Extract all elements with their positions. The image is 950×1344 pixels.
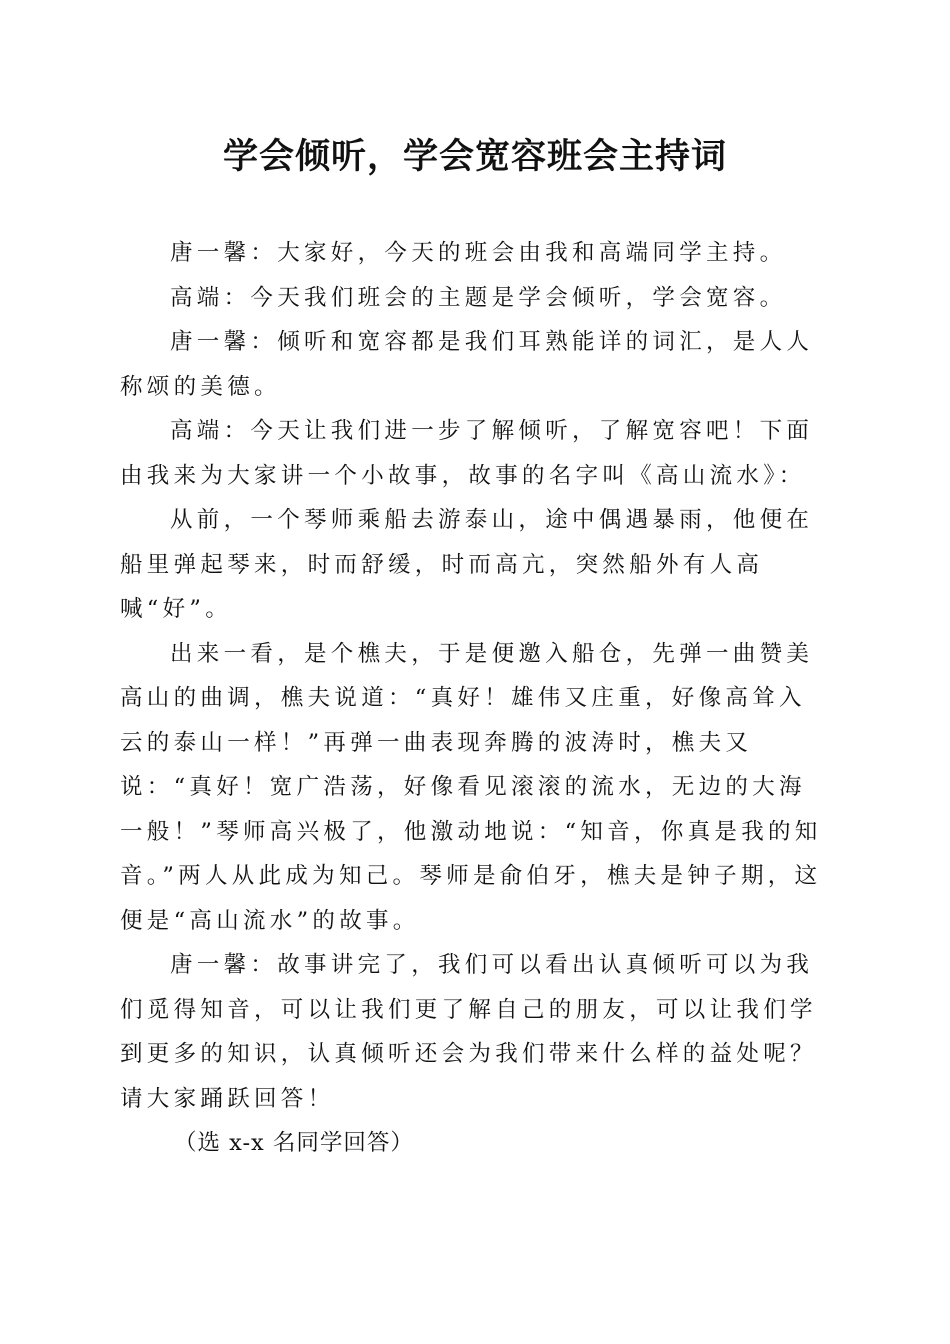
paragraph: 高端：今天我们班会的主题是学会倾听，学会宽容。 <box>170 284 787 311</box>
paragraph: 唐一馨：故事讲完了，我们可以看出认真倾听可以为我们觅得知音，可以让我们更了解自己的朋友，可以让我们学到更多的知识，认真倾听还会为我们带来什么样的益处呢？请大家踊跃回答！ <box>120 952 817 1112</box>
document-title: 学会倾听，学会宽容班会主持词 <box>222 137 727 177</box>
document-body <box>120 231 828 1166</box>
paragraph: 从前，一个琴师乘船去游泰山，途中偶遇暴雨，他便在船里弹起琴来，时而舒缓，时而高亢，突然船外有人高喊“好”。 <box>120 507 814 622</box>
paragraph: 唐一馨：倾听和宽容都是我们耳熟能详的词汇，是人人称颂的美德。 <box>120 329 814 400</box>
paragraph: 唐一馨：大家好，今天的班会由我和高端同学主持。 <box>170 240 787 266</box>
stage-note: （选 x-x 名同学回答） <box>174 1130 414 1156</box>
paragraph: 出来一看，是个樵夫，于是便邀入船仓，先弹一曲赞美高山的曲调，樵夫说道：“真好！雄伟又庄重，好像高耸入云的泰山一样！”再弹一曲表现奔腾的波涛时，樵夫又说：“真好！宽广浩荡，好像看见滚滚的流水，无边的大海一般！”琴师高兴极了，他激动地说：“知音，你真是我的知音。”两人从此成为知己。琴师是俞伯牙，樵夫是钟子期，这便是“高山流水”的故事。 <box>120 640 822 934</box>
paragraph: 高端：今天让我们进一步了解倾听，了解宽容吧！下面由我来为大家讲一个小故事，故事的名字叫《高山流水》： <box>120 418 814 489</box>
